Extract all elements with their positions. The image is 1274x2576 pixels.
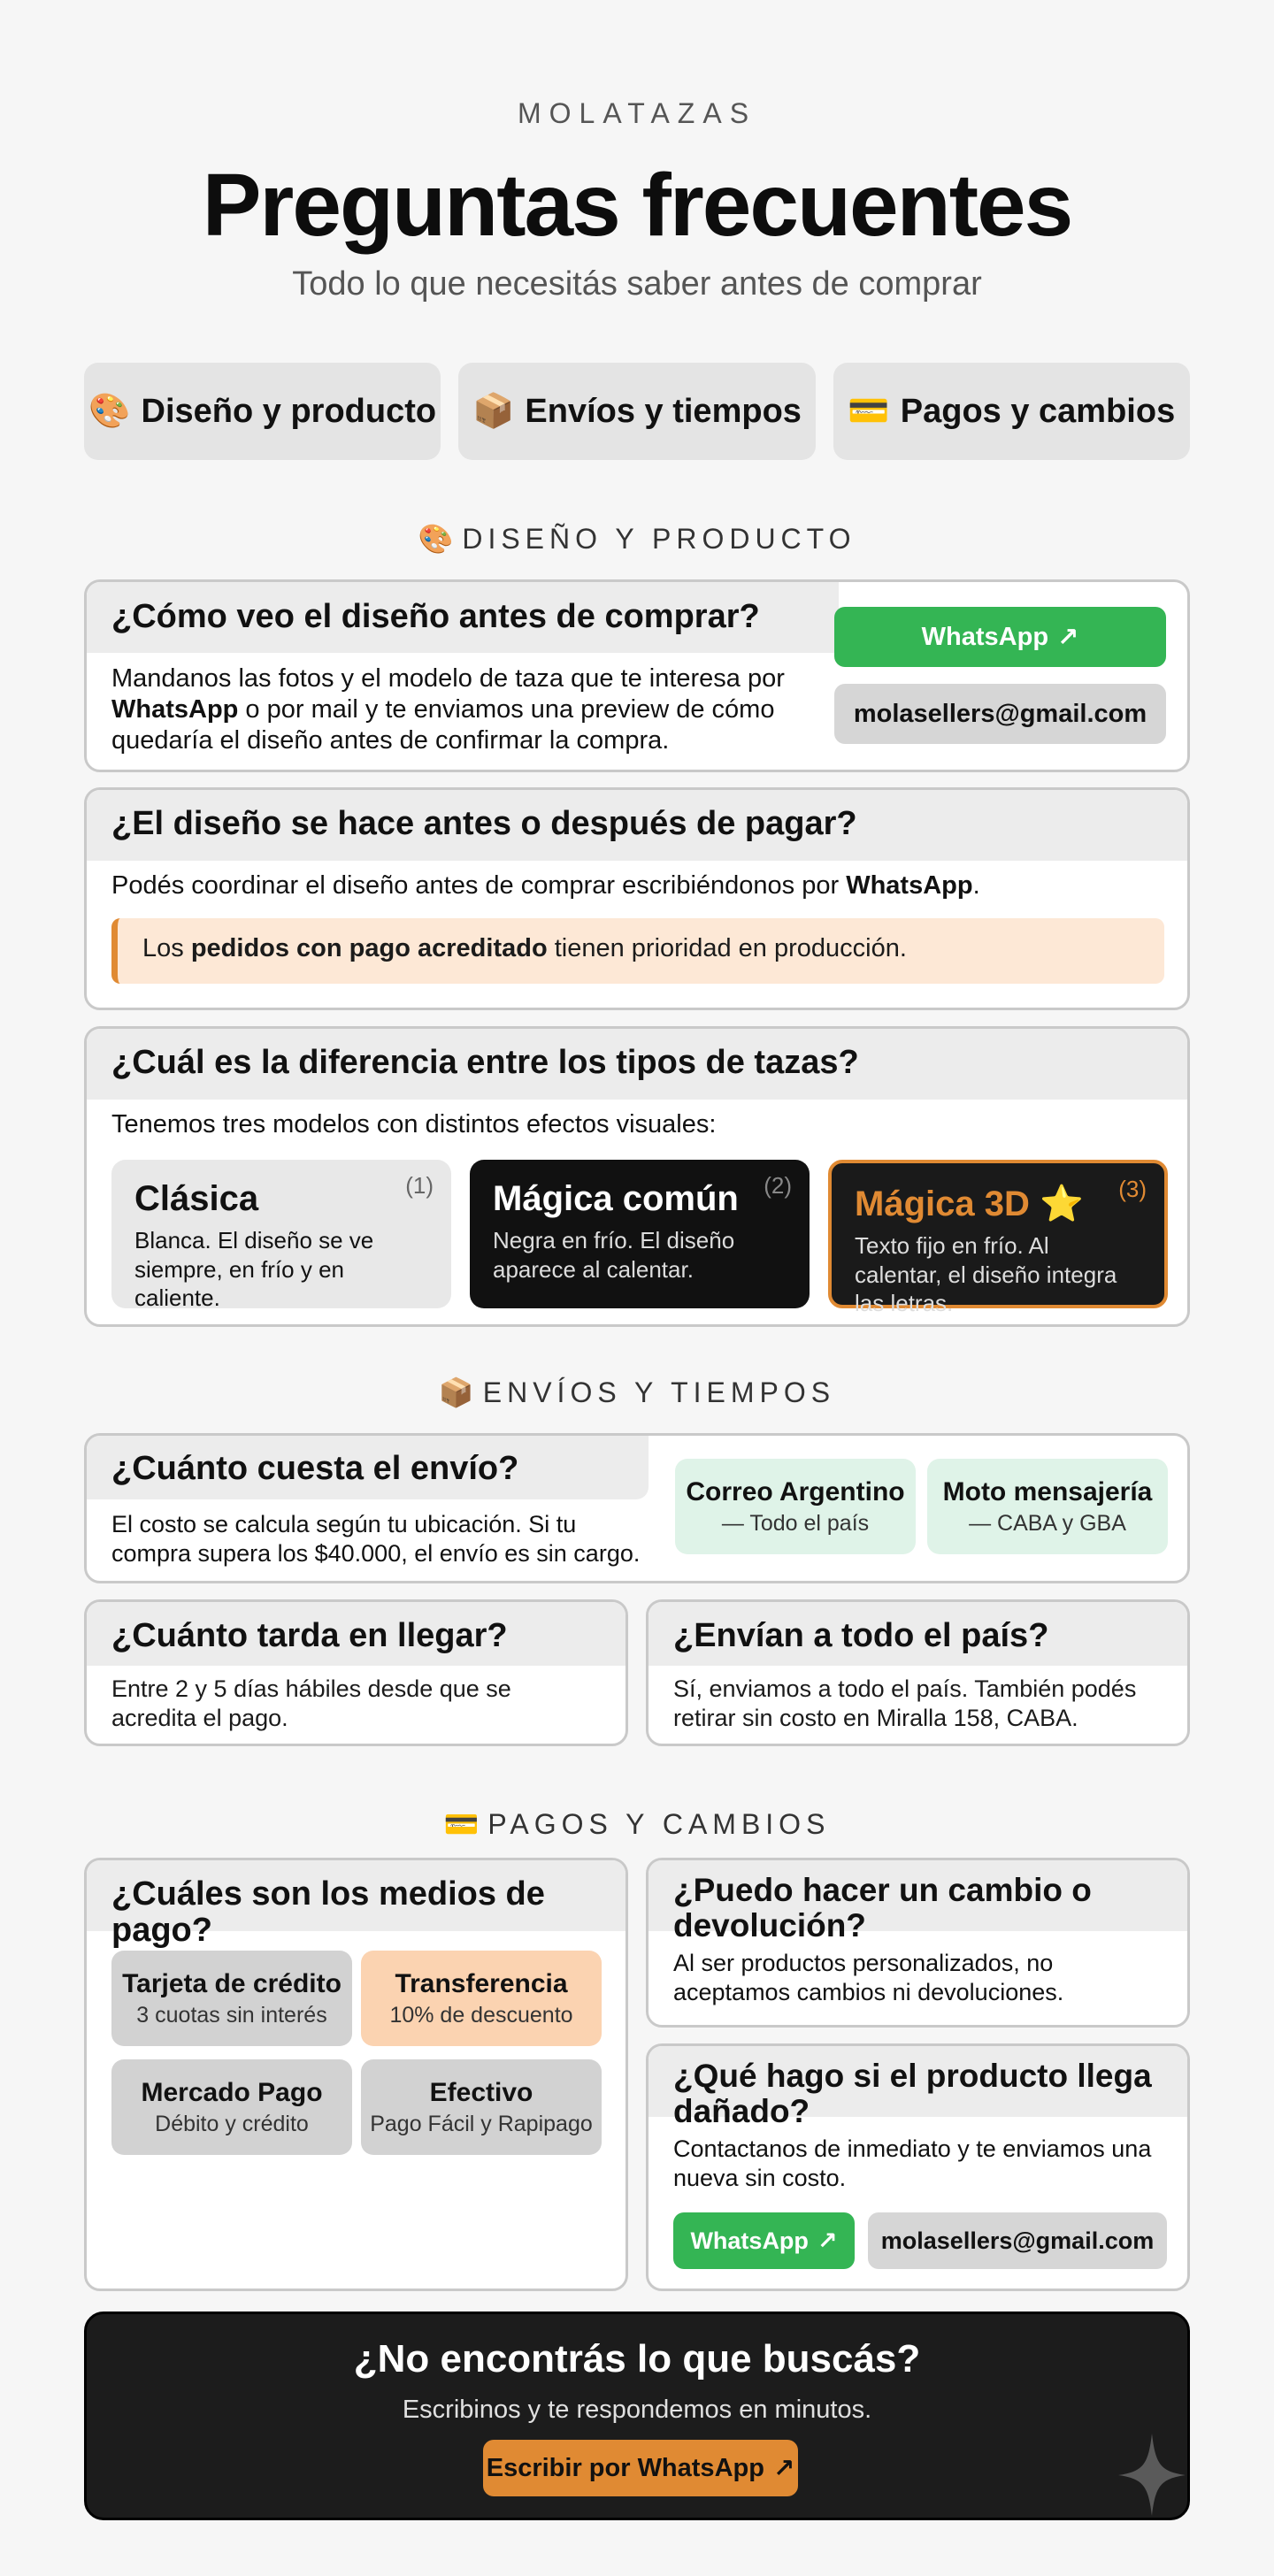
faq-card-country <box>646 1599 1190 1746</box>
method-name: Mercado Pago <box>141 2077 323 2107</box>
shipping-option-correo <box>675 1459 916 1554</box>
whatsapp-cta-button[interactable] <box>483 2440 798 2496</box>
tab-label: Pagos y cambios <box>900 392 1176 430</box>
section-heading-envios <box>84 1376 1190 1409</box>
whatsapp-button[interactable] <box>673 2212 855 2269</box>
faq-card-preview <box>84 579 1190 772</box>
payment-method-mercado-pago <box>111 2059 352 2155</box>
category-tabs <box>84 363 1190 460</box>
section-heading-pagos <box>84 1807 1190 1841</box>
mug-option-clasica <box>111 1160 451 1311</box>
faq-answer: El costo se calcula según tu ubicación. Si tu compra supera los $40.000, el envío es sin cargo. <box>111 1511 641 1567</box>
method-detail: Débito y crédito <box>155 2111 309 2136</box>
mug-option-magica-3d <box>828 1160 1168 1316</box>
payment-method-tarjeta <box>111 1951 352 2046</box>
note-text: Los <box>142 934 191 962</box>
payment-method-efectivo <box>361 2059 602 2155</box>
mug-option-magica-comun <box>470 1160 810 1308</box>
mug-number: (3) <box>1118 1176 1147 1202</box>
star-icon: ⭐ <box>1039 1184 1084 1223</box>
page-title: Preguntas frecuentes <box>202 156 1072 255</box>
palette-icon: 🎨 <box>88 393 131 430</box>
faq-question: ¿Qué hago si el producto llega dañado? <box>649 2046 1187 2117</box>
section-label: DISEÑO Y PRODUCTO <box>462 523 856 555</box>
option-detail: — Todo el país <box>721 1510 870 1536</box>
button-label: WhatsApp <box>690 2227 809 2254</box>
faq-question: ¿Envían a todo el país? <box>649 1602 1187 1666</box>
answer-text: Mandanos las fotos y el modelo de taza que te interesa por <box>111 664 785 693</box>
button-label: WhatsApp <box>921 622 1049 651</box>
tab-diseno[interactable] <box>84 363 441 460</box>
credit-card-icon: 💳 <box>848 393 890 430</box>
mug-number: (1) <box>405 1172 434 1199</box>
faq-card-damaged <box>646 2043 1190 2291</box>
tab-label: Envíos y tiempos <box>525 392 802 430</box>
faq-card-timing <box>84 787 1190 1010</box>
payment-method-transferencia <box>361 1951 602 2046</box>
email-button[interactable]: molasellers@gmail.com <box>868 2212 1167 2269</box>
mug-name <box>855 1183 1141 1224</box>
mug-name-text: Mágica 3D <box>855 1184 1030 1223</box>
faq-question: ¿Puedo hacer un cambio o devolución? <box>649 1860 1187 1931</box>
faq-card-returns <box>646 1858 1190 2028</box>
answer-bold: WhatsApp <box>846 871 973 900</box>
button-label: Escribir por WhatsApp <box>486 2453 764 2482</box>
faq-question: ¿Cuáles son los medios de pago? <box>87 1860 625 1931</box>
mug-name: Mágica común <box>493 1179 739 1218</box>
priority-note <box>111 918 1164 984</box>
mug-description: Texto fijo en frío. Al calentar, el diseño integra las letras. <box>855 1232 1117 1316</box>
faq-question: ¿Cuál es la diferencia entre los tipos de tazas? <box>87 1029 1187 1100</box>
faq-card-payment <box>84 1858 628 2291</box>
method-detail: 10% de descuento <box>389 2002 573 2028</box>
method-detail: 3 cuotas sin interés <box>136 2002 327 2028</box>
page-subtitle: Todo lo que necesitás saber antes de comprar <box>292 265 982 303</box>
option-name: Moto mensajería <box>942 1476 1153 1506</box>
credit-card-icon: 💳 <box>443 1808 480 1840</box>
method-name: Transferencia <box>395 1968 568 1998</box>
mug-name: Clásica <box>134 1179 259 1218</box>
mug-number: (2) <box>764 1172 792 1199</box>
external-link-icon: ↗ <box>1057 623 1079 652</box>
package-icon: 📦 <box>438 1376 474 1408</box>
faq-answer <box>111 663 819 755</box>
note-bold: pedidos con pago acreditado <box>190 934 548 962</box>
mug-description: Negra en frío. El diseño aparece al calentar. <box>493 1227 735 1283</box>
faq-question: ¿El diseño se hace antes o después de pagar? <box>87 790 1187 861</box>
external-link-icon: ↗ <box>772 2454 795 2483</box>
faq-card-delivery-time <box>84 1599 628 1746</box>
faq-question: ¿Cuánto cuesta el envío? <box>111 1450 519 1487</box>
answer-bold: WhatsApp <box>111 694 239 724</box>
faq-answer: Sí, enviamos a todo el país. También podés retirar sin costo en Miralla 158, CABA. <box>673 1675 1137 1731</box>
cta-title: ¿No encontrás lo que buscás? <box>353 2337 921 2380</box>
contact-cta-banner <box>84 2312 1190 2520</box>
faq-card-shipping-cost <box>84 1433 1190 1583</box>
external-link-icon: ↗ <box>817 2227 838 2254</box>
email-button[interactable]: molasellers@gmail.com <box>834 684 1166 744</box>
package-icon: 📦 <box>472 393 515 430</box>
faq-answer: Contactanos de inmediato y te enviamos una nueva sin costo. <box>673 2135 1152 2191</box>
tab-envios[interactable] <box>458 363 815 460</box>
answer-text: . <box>972 871 980 900</box>
faq-question: ¿Cómo veo el diseño antes de comprar? <box>111 598 760 635</box>
whatsapp-button[interactable] <box>834 607 1166 667</box>
palette-icon: 🎨 <box>418 523 454 555</box>
faq-answer: Al ser productos personalizados, no aceptamos cambios ni devoluciones. <box>673 1950 1064 2005</box>
faq-answer: Tenemos tres modelos con distintos efectos visuales: <box>111 1110 717 1138</box>
faq-answer: Entre 2 y 5 días hábiles desde que se acredita el pago. <box>111 1675 511 1731</box>
shipping-option-moto <box>927 1459 1168 1554</box>
section-label: ENVÍOS Y TIEMPOS <box>482 1376 836 1408</box>
tab-label: Diseño y producto <box>141 392 437 430</box>
answer-text: o por mail y te enviamos una preview de cómo quedaría el diseño antes de confirmar la compra. <box>111 694 775 755</box>
method-detail: Pago Fácil y Rapipago <box>370 2111 593 2136</box>
method-name: Efectivo <box>429 2077 533 2107</box>
sparkle-icon <box>1117 2429 1187 2518</box>
note-text: tienen prioridad en producción. <box>547 934 907 962</box>
section-heading-diseno <box>84 522 1190 556</box>
brand-name: MOLATAZAS <box>517 97 757 129</box>
option-detail: — CABA y GBA <box>969 1510 1126 1536</box>
cta-subtitle: Escribinos y te respondemos en minutos. <box>402 2396 872 2424</box>
section-label: PAGOS Y CAMBIOS <box>487 1808 831 1840</box>
answer-text: Podés coordinar el diseño antes de comprar escribiéndonos por <box>111 871 847 900</box>
faq-answer <box>111 871 980 901</box>
option-name: Correo Argentino <box>686 1476 905 1506</box>
tab-pagos[interactable] <box>833 363 1190 460</box>
method-name: Tarjeta de crédito <box>122 1968 342 1998</box>
faq-card-mugs <box>84 1026 1190 1327</box>
mug-description: Blanca. El diseño se ve siempre, en frío y en caliente. <box>134 1227 374 1311</box>
faq-question: ¿Cuánto tarda en llegar? <box>87 1602 625 1666</box>
